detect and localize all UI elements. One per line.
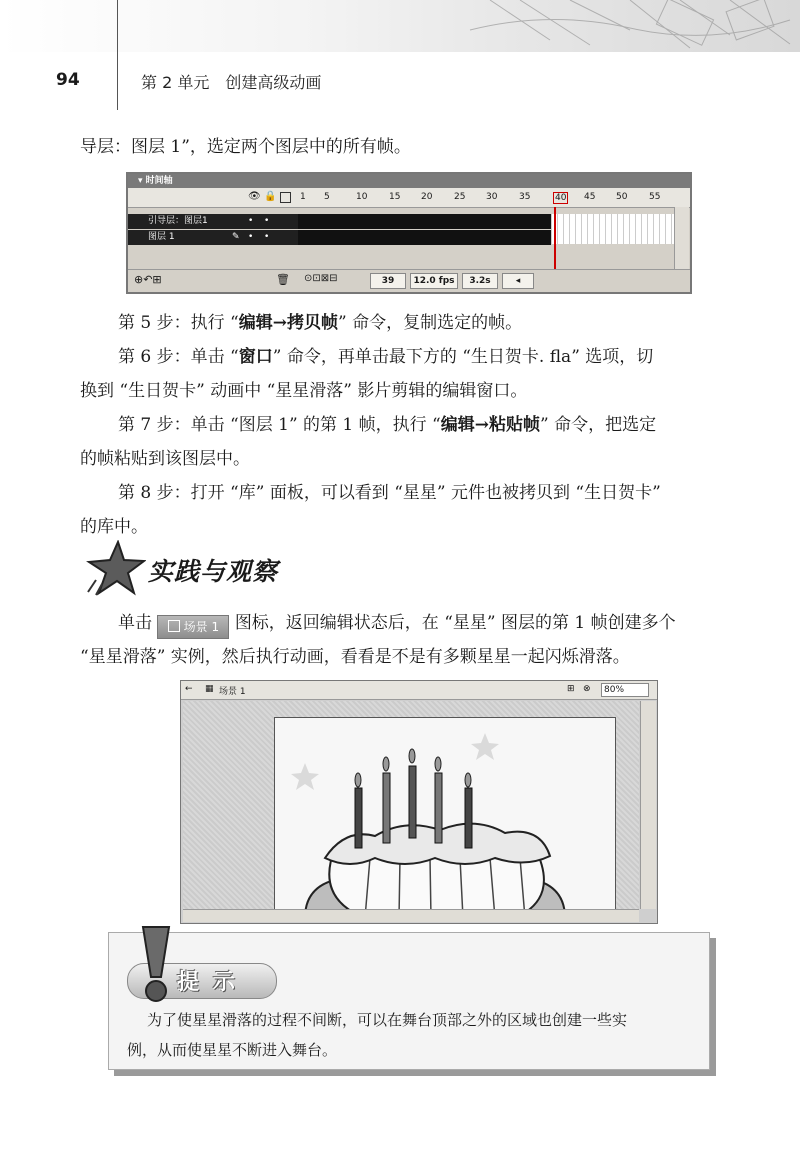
frames-layer1-selected[interactable] — [298, 230, 551, 245]
step-command: 编辑→拷贝帧 — [238, 313, 338, 333]
timeline-header — [128, 188, 690, 208]
step-7-cont: 的帧粘贴到该图层中。 — [80, 449, 250, 469]
step-command: 编辑→粘贴帧 — [440, 415, 541, 435]
onion-skin-icons[interactable]: ⊙⊡⊠⊟ — [304, 273, 338, 284]
layer-row-guide[interactable] — [128, 214, 298, 229]
step-text: ” 命令，复制选定的帧。 — [337, 313, 523, 333]
edit-symbol-icon[interactable]: ⊗ — [583, 684, 591, 694]
back-arrow-icon[interactable]: ← — [185, 684, 193, 694]
practice-text: 图标，返回编辑状态后，在 “星星” 图层的第 1 帧创建多个 — [234, 613, 676, 633]
intro-line: 导层：图层 1”，选定两个图层中的所有帧。 — [80, 137, 411, 157]
practice-line-2: “星星滑落” 实例，然后执行动画，看看是不是有多颗星星一起闪烁滑落。 — [80, 647, 630, 667]
ruler-tick: 5 — [324, 192, 330, 202]
step-6-cont: 换到 “生日贺卡” 动画中 “星星滑落” 影片剪辑的编辑窗口。 — [80, 381, 528, 401]
timeline-title: ▾ 时间轴 — [128, 174, 690, 188]
edit-scene-icon[interactable]: ⊞ — [567, 684, 575, 694]
zoom-select[interactable]: 80% — [601, 683, 649, 697]
ruler-tick: 15 — [389, 192, 401, 202]
step-6 — [118, 340, 653, 374]
step-7 — [118, 408, 656, 442]
layer-lock-dot[interactable]: • — [264, 232, 270, 242]
timeline-panel — [126, 172, 692, 294]
tip-line: 例，从而使星星不断进入舞台。 — [127, 1041, 338, 1059]
frames-guide-selected[interactable] — [298, 214, 551, 229]
trash-icon[interactable]: 🗑 — [276, 273, 290, 286]
elapsed-time: 3.2s — [462, 273, 498, 289]
page-number: 94 — [56, 70, 80, 90]
eye-icon[interactable]: 👁 — [248, 191, 261, 202]
step-text: 第 7 步：单击 “图层 1” 的第 1 帧，执行 “ — [118, 415, 441, 435]
ruler-tick: 50 — [616, 192, 628, 202]
tip-text — [127, 1005, 697, 1065]
step-8-cont: 的库中。 — [80, 517, 148, 537]
layer-visible-dot[interactable]: • — [248, 232, 254, 242]
layer-name: 图层 1 — [148, 232, 175, 242]
step-text: ” 命令，把选定 — [540, 415, 657, 435]
scene-chip-label: 场景 1 — [183, 620, 220, 634]
exclamation-icon — [129, 925, 181, 1005]
ruler-tick: 55 — [649, 192, 661, 202]
timeline-status-bar — [128, 269, 690, 291]
frame-ruler — [298, 188, 674, 207]
pencil-icon: ✎ — [232, 232, 240, 242]
playhead-tick[interactable]: 40 — [555, 193, 567, 203]
section-title: 实践与观察 — [148, 557, 279, 586]
stage-vscroll[interactable] — [640, 701, 656, 909]
ruler-tick: 10 — [356, 192, 368, 202]
ruler-tick: 45 — [584, 192, 596, 202]
step-text: 第 5 步：执行 “ — [118, 313, 239, 333]
layer-lock-dot[interactable]: • — [264, 216, 270, 226]
lock-icon[interactable]: 🔒 — [264, 191, 277, 202]
ruler-tick: 35 — [519, 192, 531, 202]
layer-visible-dot[interactable]: • — [248, 216, 254, 226]
step-5 — [118, 306, 522, 340]
star-icon — [86, 540, 146, 596]
step-command: 窗口 — [238, 347, 273, 367]
frame-rate: 12.0 fps — [410, 273, 458, 289]
header-decoration — [430, 0, 800, 52]
stage-screenshot — [180, 680, 658, 924]
scene-icon — [168, 620, 180, 632]
step-text: 第 6 步：单击 “ — [118, 347, 239, 367]
layer-name: 引导层：图层1 — [148, 216, 208, 226]
ruler-tick: 25 — [454, 192, 466, 202]
ruler-tick: 20 — [421, 192, 433, 202]
scene-1-button[interactable] — [157, 615, 229, 639]
frames-empty-grid — [551, 214, 674, 244]
step-8: 第 8 步：打开 “库” 面板，可以看到 “星星” 元件也被拷贝到 “生日贺卡” — [118, 483, 661, 503]
add-layer-icon[interactable]: ⊕↶⊞ — [134, 273, 162, 286]
header-vertical-rule — [117, 0, 118, 110]
practice-text: 单击 — [118, 613, 152, 633]
tip-title: 提示 — [177, 970, 250, 995]
birthday-cake-illustration — [275, 718, 615, 918]
outline-icon[interactable] — [280, 192, 291, 203]
stage-canvas — [274, 717, 616, 919]
current-frame: 39 — [370, 273, 406, 289]
playhead-line — [554, 207, 556, 269]
timeline-vscroll[interactable] — [674, 207, 689, 269]
layer-row-layer1[interactable] — [128, 230, 298, 245]
chapter-title: 第 2 单元 创建高级动画 — [141, 73, 322, 92]
tip-line: 为了使星星滑落的过程不间断，可以在舞台顶部之外的区域也创建一些实 — [147, 1011, 628, 1029]
practice-line-1 — [118, 606, 676, 640]
ruler-tick: 30 — [486, 192, 498, 202]
scene-label[interactable]: 场景 1 — [219, 687, 246, 697]
ruler-tick: 1 — [300, 192, 306, 202]
scene-icon: ▦ — [205, 684, 214, 694]
tip-box — [108, 932, 710, 1070]
stage-toolbar — [181, 681, 657, 700]
hscroll-left[interactable]: ◂ — [502, 273, 534, 289]
step-text: ” 命令，再单击最下方的 “生日贺卡. fla” 选项，切 — [272, 347, 654, 367]
stage-hscroll[interactable] — [183, 909, 639, 922]
